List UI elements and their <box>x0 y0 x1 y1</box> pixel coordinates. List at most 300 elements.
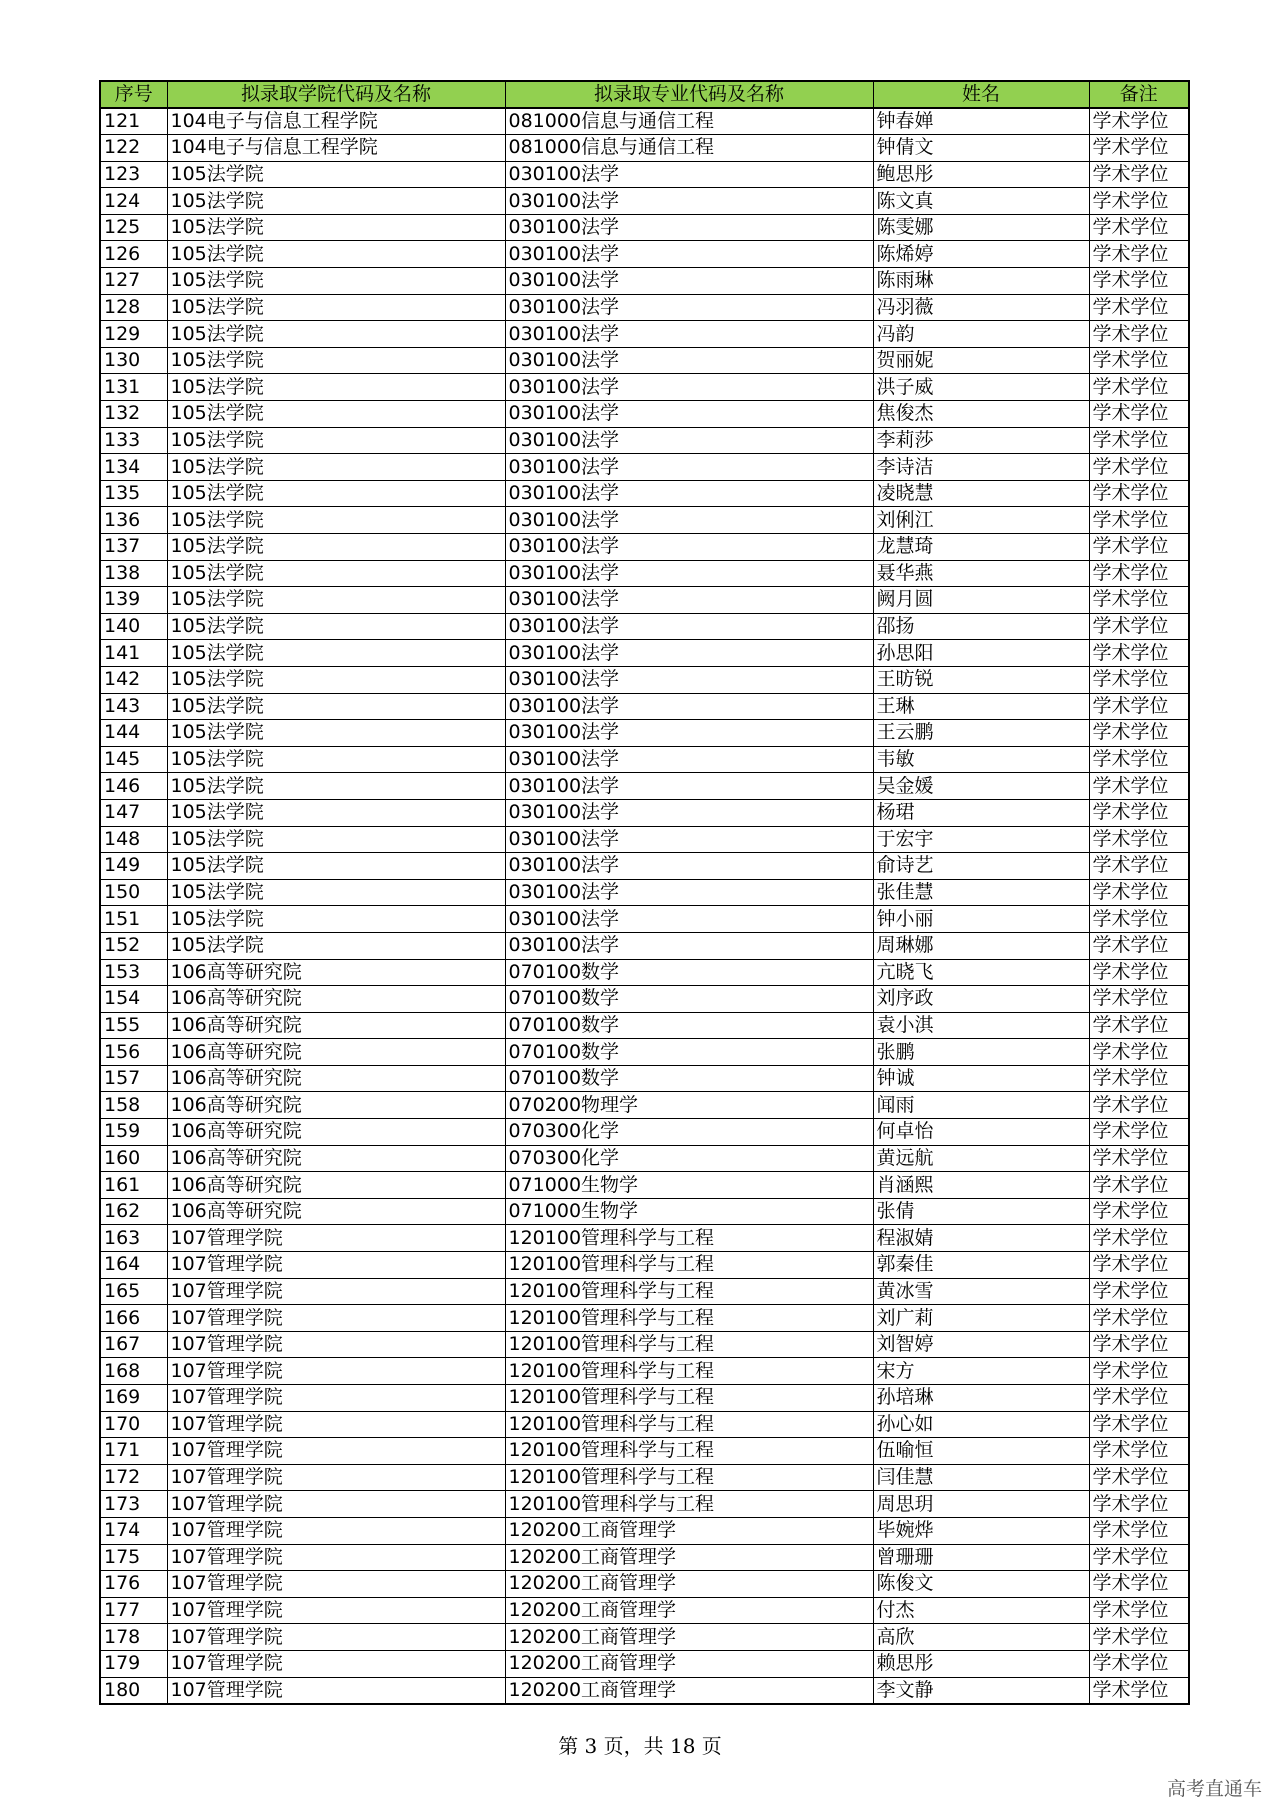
cell-seq: 148 <box>100 826 167 853</box>
cell-major: 030100法学 <box>505 321 873 348</box>
cell-major: 030100法学 <box>505 347 873 374</box>
table-row <box>100 1119 1189 1146</box>
cell-name: 闫佳慧 <box>873 1464 1089 1491</box>
cell-college: 107管理学院 <box>167 1650 505 1677</box>
cell-seq: 122 <box>100 135 167 162</box>
cell-remark: 学术学位 <box>1089 347 1189 374</box>
cell-seq: 152 <box>100 932 167 959</box>
cell-remark: 学术学位 <box>1089 1624 1189 1651</box>
cell-seq: 144 <box>100 720 167 747</box>
cell-seq: 132 <box>100 401 167 428</box>
cell-major: 120100管理科学与工程 <box>505 1331 873 1358</box>
cell-seq: 128 <box>100 294 167 321</box>
cell-remark: 学术学位 <box>1089 1145 1189 1172</box>
cell-seq: 159 <box>100 1119 167 1146</box>
cell-seq: 126 <box>100 241 167 268</box>
cell-name: 闻雨 <box>873 1092 1089 1119</box>
cell-major: 030100法学 <box>505 826 873 853</box>
cell-remark: 学术学位 <box>1089 1358 1189 1385</box>
cell-name: 凌晓慧 <box>873 480 1089 507</box>
cell-name: 钟小丽 <box>873 906 1089 933</box>
cell-major: 070100数学 <box>505 1012 873 1039</box>
cell-remark: 学术学位 <box>1089 666 1189 693</box>
cell-college: 105法学院 <box>167 932 505 959</box>
admission-table <box>99 80 1190 1705</box>
cell-remark: 学术学位 <box>1089 161 1189 188</box>
cell-remark: 学术学位 <box>1089 853 1189 880</box>
cell-major: 081000信息与通信工程 <box>505 108 873 135</box>
cell-seq: 171 <box>100 1438 167 1465</box>
table-row <box>100 135 1189 162</box>
table-row <box>100 666 1189 693</box>
table-row <box>100 1012 1189 1039</box>
cell-college: 105法学院 <box>167 879 505 906</box>
cell-college: 107管理学院 <box>167 1517 505 1544</box>
cell-remark: 学术学位 <box>1089 427 1189 454</box>
cell-major: 120100管理科学与工程 <box>505 1252 873 1279</box>
cell-major: 030100法学 <box>505 799 873 826</box>
cell-college: 105法学院 <box>167 534 505 561</box>
cell-college: 105法学院 <box>167 268 505 295</box>
cell-major: 030100法学 <box>505 640 873 667</box>
table-row <box>100 108 1189 135</box>
cell-college: 107管理学院 <box>167 1411 505 1438</box>
cell-major: 030100法学 <box>505 720 873 747</box>
cell-seq: 133 <box>100 427 167 454</box>
cell-college: 105法学院 <box>167 773 505 800</box>
cell-major: 030100法学 <box>505 480 873 507</box>
cell-remark: 学术学位 <box>1089 1198 1189 1225</box>
cell-seq: 150 <box>100 879 167 906</box>
cell-college: 106高等研究院 <box>167 1039 505 1066</box>
cell-name: 张倩 <box>873 1198 1089 1225</box>
cell-major: 030100法学 <box>505 374 873 401</box>
cell-college: 107管理学院 <box>167 1358 505 1385</box>
cell-seq: 166 <box>100 1305 167 1332</box>
cell-college: 106高等研究院 <box>167 1065 505 1092</box>
cell-college: 107管理学院 <box>167 1624 505 1651</box>
table-row <box>100 268 1189 295</box>
cell-remark: 学术学位 <box>1089 879 1189 906</box>
table-row <box>100 507 1189 534</box>
cell-major: 120100管理科学与工程 <box>505 1385 873 1412</box>
cell-major: 120100管理科学与工程 <box>505 1225 873 1252</box>
cell-name: 贺丽妮 <box>873 347 1089 374</box>
cell-name: 高欣 <box>873 1624 1089 1651</box>
cell-seq: 179 <box>100 1650 167 1677</box>
cell-remark: 学术学位 <box>1089 108 1189 135</box>
cell-college: 106高等研究院 <box>167 1198 505 1225</box>
cell-name: 陈雯娜 <box>873 214 1089 241</box>
cell-college: 107管理学院 <box>167 1305 505 1332</box>
cell-major: 030100法学 <box>505 241 873 268</box>
table-row <box>100 1198 1189 1225</box>
table-row <box>100 1624 1189 1651</box>
cell-remark: 学术学位 <box>1089 454 1189 481</box>
cell-name: 洪子威 <box>873 374 1089 401</box>
cell-remark: 学术学位 <box>1089 1065 1189 1092</box>
table-header-row <box>100 81 1189 108</box>
cell-seq: 140 <box>100 613 167 640</box>
table-row <box>100 613 1189 640</box>
cell-major: 070100数学 <box>505 1039 873 1066</box>
cell-seq: 158 <box>100 1092 167 1119</box>
cell-remark: 学术学位 <box>1089 401 1189 428</box>
cell-name: 周思玥 <box>873 1491 1089 1518</box>
table-row <box>100 1065 1189 1092</box>
table-row <box>100 932 1189 959</box>
table-row <box>100 1464 1189 1491</box>
cell-major: 030100法学 <box>505 188 873 215</box>
cell-name: 冯羽薇 <box>873 294 1089 321</box>
cell-seq: 143 <box>100 693 167 720</box>
table-row <box>100 427 1189 454</box>
cell-remark: 学术学位 <box>1089 613 1189 640</box>
table-row <box>100 693 1189 720</box>
cell-name: 郭秦佳 <box>873 1252 1089 1279</box>
cell-college: 107管理学院 <box>167 1331 505 1358</box>
table-row <box>100 1331 1189 1358</box>
cell-name: 亢晓飞 <box>873 959 1089 986</box>
cell-remark: 学术学位 <box>1089 188 1189 215</box>
cell-name: 韦敏 <box>873 746 1089 773</box>
cell-seq: 180 <box>100 1677 167 1704</box>
table-row <box>100 1650 1189 1677</box>
cell-major: 030100法学 <box>505 853 873 880</box>
cell-seq: 141 <box>100 640 167 667</box>
table-row <box>100 188 1189 215</box>
cell-name: 程淑婧 <box>873 1225 1089 1252</box>
header-major: 拟录取专业代码及名称 <box>505 81 873 108</box>
cell-seq: 134 <box>100 454 167 481</box>
cell-college: 105法学院 <box>167 613 505 640</box>
header-college: 拟录取学院代码及名称 <box>167 81 505 108</box>
cell-college: 105法学院 <box>167 161 505 188</box>
cell-college: 105法学院 <box>167 507 505 534</box>
cell-major: 070100数学 <box>505 1065 873 1092</box>
cell-college: 105法学院 <box>167 693 505 720</box>
cell-college: 107管理学院 <box>167 1464 505 1491</box>
cell-remark: 学术学位 <box>1089 1597 1189 1624</box>
cell-name: 陈烯婷 <box>873 241 1089 268</box>
cell-seq: 178 <box>100 1624 167 1651</box>
table-row <box>100 347 1189 374</box>
cell-college: 107管理学院 <box>167 1385 505 1412</box>
cell-remark: 学术学位 <box>1089 560 1189 587</box>
cell-college: 105法学院 <box>167 454 505 481</box>
cell-major: 120200工商管理学 <box>505 1677 873 1704</box>
cell-remark: 学术学位 <box>1089 1411 1189 1438</box>
cell-college: 105法学院 <box>167 799 505 826</box>
cell-seq: 155 <box>100 1012 167 1039</box>
table-row <box>100 1491 1189 1518</box>
table-row <box>100 986 1189 1013</box>
cell-seq: 135 <box>100 480 167 507</box>
cell-remark: 学术学位 <box>1089 1278 1189 1305</box>
table-row <box>100 1278 1189 1305</box>
header-seq: 序号 <box>100 81 167 108</box>
cell-major: 120200工商管理学 <box>505 1597 873 1624</box>
cell-major: 081000信息与通信工程 <box>505 135 873 162</box>
table-row <box>100 480 1189 507</box>
table-row <box>100 1544 1189 1571</box>
cell-college: 106高等研究院 <box>167 959 505 986</box>
cell-name: 阙月圆 <box>873 587 1089 614</box>
cell-remark: 学术学位 <box>1089 534 1189 561</box>
cell-remark: 学术学位 <box>1089 1012 1189 1039</box>
cell-seq: 127 <box>100 268 167 295</box>
cell-name: 钟诚 <box>873 1065 1089 1092</box>
cell-name: 周琳娜 <box>873 932 1089 959</box>
table-row <box>100 1385 1189 1412</box>
cell-major: 120100管理科学与工程 <box>505 1491 873 1518</box>
cell-seq: 163 <box>100 1225 167 1252</box>
cell-college: 105法学院 <box>167 480 505 507</box>
cell-seq: 161 <box>100 1172 167 1199</box>
cell-college: 105法学院 <box>167 640 505 667</box>
page-number: 第 3 页，共 18 页 <box>558 1734 722 1758</box>
cell-name: 刘广莉 <box>873 1305 1089 1332</box>
cell-college: 106高等研究院 <box>167 1145 505 1172</box>
cell-major: 030100法学 <box>505 534 873 561</box>
cell-remark: 学术学位 <box>1089 1172 1189 1199</box>
cell-remark: 学术学位 <box>1089 1517 1189 1544</box>
cell-seq: 147 <box>100 799 167 826</box>
cell-major: 070300化学 <box>505 1145 873 1172</box>
cell-name: 于宏宇 <box>873 826 1089 853</box>
cell-major: 030100法学 <box>505 587 873 614</box>
cell-college: 107管理学院 <box>167 1491 505 1518</box>
cell-name: 赖思彤 <box>873 1650 1089 1677</box>
table-row <box>100 587 1189 614</box>
cell-seq: 136 <box>100 507 167 534</box>
cell-major: 120100管理科学与工程 <box>505 1411 873 1438</box>
table-row <box>100 1571 1189 1598</box>
cell-major: 120200工商管理学 <box>505 1650 873 1677</box>
cell-remark: 学术学位 <box>1089 1677 1189 1704</box>
cell-remark: 学术学位 <box>1089 986 1189 1013</box>
cell-major: 030100法学 <box>505 454 873 481</box>
cell-major: 030100法学 <box>505 268 873 295</box>
cell-major: 120100管理科学与工程 <box>505 1438 873 1465</box>
cell-college: 107管理学院 <box>167 1438 505 1465</box>
cell-seq: 137 <box>100 534 167 561</box>
cell-seq: 160 <box>100 1145 167 1172</box>
cell-remark: 学术学位 <box>1089 932 1189 959</box>
cell-seq: 172 <box>100 1464 167 1491</box>
table-row <box>100 1039 1189 1066</box>
table-row <box>100 214 1189 241</box>
cell-major: 030100法学 <box>505 666 873 693</box>
table-row <box>100 1597 1189 1624</box>
cell-college: 105法学院 <box>167 560 505 587</box>
table-row <box>100 959 1189 986</box>
cell-seq: 138 <box>100 560 167 587</box>
cell-seq: 142 <box>100 666 167 693</box>
cell-major: 120100管理科学与工程 <box>505 1305 873 1332</box>
cell-college: 105法学院 <box>167 853 505 880</box>
cell-seq: 131 <box>100 374 167 401</box>
cell-name: 陈俊文 <box>873 1571 1089 1598</box>
cell-major: 030100法学 <box>505 693 873 720</box>
cell-name: 肖涵熙 <box>873 1172 1089 1199</box>
cell-college: 107管理学院 <box>167 1278 505 1305</box>
table-row <box>100 1305 1189 1332</box>
cell-college: 105法学院 <box>167 347 505 374</box>
cell-remark: 学术学位 <box>1089 906 1189 933</box>
table-row <box>100 799 1189 826</box>
table-row <box>100 1517 1189 1544</box>
cell-major: 070300化学 <box>505 1119 873 1146</box>
watermark-text: 高考直通车 <box>1166 1778 1262 1800</box>
cell-remark: 学术学位 <box>1089 214 1189 241</box>
cell-seq: 176 <box>100 1571 167 1598</box>
cell-remark: 学术学位 <box>1089 746 1189 773</box>
cell-name: 李诗洁 <box>873 454 1089 481</box>
cell-remark: 学术学位 <box>1089 1464 1189 1491</box>
cell-major: 120100管理科学与工程 <box>505 1358 873 1385</box>
cell-name: 毕婉烨 <box>873 1517 1089 1544</box>
cell-major: 030100法学 <box>505 560 873 587</box>
cell-seq: 151 <box>100 906 167 933</box>
cell-major: 070200物理学 <box>505 1092 873 1119</box>
cell-college: 106高等研究院 <box>167 1012 505 1039</box>
cell-seq: 177 <box>100 1597 167 1624</box>
cell-remark: 学术学位 <box>1089 799 1189 826</box>
cell-major: 030100法学 <box>505 746 873 773</box>
table-row <box>100 374 1189 401</box>
cell-college: 105法学院 <box>167 401 505 428</box>
cell-seq: 168 <box>100 1358 167 1385</box>
cell-name: 焦俊杰 <box>873 401 1089 428</box>
cell-major: 030100法学 <box>505 932 873 959</box>
cell-name: 吴金媛 <box>873 773 1089 800</box>
cell-name: 孙培琳 <box>873 1385 1089 1412</box>
table-row <box>100 879 1189 906</box>
cell-major: 120100管理科学与工程 <box>505 1278 873 1305</box>
cell-college: 105法学院 <box>167 906 505 933</box>
cell-seq: 167 <box>100 1331 167 1358</box>
table-row <box>100 534 1189 561</box>
cell-college: 107管理学院 <box>167 1225 505 1252</box>
cell-name: 孙思阳 <box>873 640 1089 667</box>
cell-seq: 165 <box>100 1278 167 1305</box>
table-row <box>100 640 1189 667</box>
cell-name: 杨珺 <box>873 799 1089 826</box>
cell-seq: 139 <box>100 587 167 614</box>
cell-major: 030100法学 <box>505 214 873 241</box>
cell-major: 071000生物学 <box>505 1198 873 1225</box>
cell-seq: 153 <box>100 959 167 986</box>
cell-remark: 学术学位 <box>1089 1225 1189 1252</box>
cell-remark: 学术学位 <box>1089 1491 1189 1518</box>
cell-name: 陈雨琳 <box>873 268 1089 295</box>
cell-name: 刘俐江 <box>873 507 1089 534</box>
table-row <box>100 1677 1189 1704</box>
cell-remark: 学术学位 <box>1089 826 1189 853</box>
cell-remark: 学术学位 <box>1089 693 1189 720</box>
cell-name: 钟倩文 <box>873 135 1089 162</box>
cell-name: 付杰 <box>873 1597 1089 1624</box>
cell-remark: 学术学位 <box>1089 1438 1189 1465</box>
cell-name: 钟春婵 <box>873 108 1089 135</box>
cell-remark: 学术学位 <box>1089 1252 1189 1279</box>
table-row <box>100 746 1189 773</box>
cell-seq: 146 <box>100 773 167 800</box>
cell-seq: 156 <box>100 1039 167 1066</box>
cell-name: 曾珊珊 <box>873 1544 1089 1571</box>
cell-seq: 124 <box>100 188 167 215</box>
cell-seq: 162 <box>100 1198 167 1225</box>
table-row <box>100 560 1189 587</box>
cell-remark: 学术学位 <box>1089 1305 1189 1332</box>
cell-remark: 学术学位 <box>1089 294 1189 321</box>
cell-name: 张鹏 <box>873 1039 1089 1066</box>
cell-remark: 学术学位 <box>1089 241 1189 268</box>
cell-college: 106高等研究院 <box>167 1119 505 1146</box>
table-body <box>100 108 1189 1704</box>
table-row <box>100 1358 1189 1385</box>
cell-remark: 学术学位 <box>1089 374 1189 401</box>
cell-major: 030100法学 <box>505 773 873 800</box>
cell-seq: 170 <box>100 1411 167 1438</box>
cell-college: 107管理学院 <box>167 1252 505 1279</box>
cell-remark: 学术学位 <box>1089 321 1189 348</box>
cell-remark: 学术学位 <box>1089 507 1189 534</box>
cell-college: 107管理学院 <box>167 1677 505 1704</box>
cell-name: 黄远航 <box>873 1145 1089 1172</box>
cell-remark: 学术学位 <box>1089 1119 1189 1146</box>
cell-remark: 学术学位 <box>1089 773 1189 800</box>
cell-name: 袁小淇 <box>873 1012 1089 1039</box>
table-row <box>100 1172 1189 1199</box>
cell-seq: 149 <box>100 853 167 880</box>
cell-seq: 173 <box>100 1491 167 1518</box>
cell-remark: 学术学位 <box>1089 959 1189 986</box>
table-row <box>100 321 1189 348</box>
cell-name: 孙心如 <box>873 1411 1089 1438</box>
cell-major: 030100法学 <box>505 507 873 534</box>
cell-seq: 157 <box>100 1065 167 1092</box>
cell-remark: 学术学位 <box>1089 1092 1189 1119</box>
cell-major: 120200工商管理学 <box>505 1624 873 1651</box>
table-row <box>100 1225 1189 1252</box>
table-row <box>100 241 1189 268</box>
cell-name: 李莉莎 <box>873 427 1089 454</box>
cell-college: 107管理学院 <box>167 1571 505 1598</box>
cell-college: 107管理学院 <box>167 1544 505 1571</box>
cell-remark: 学术学位 <box>1089 640 1189 667</box>
table-row <box>100 853 1189 880</box>
cell-college: 105法学院 <box>167 294 505 321</box>
cell-name: 张佳慧 <box>873 879 1089 906</box>
cell-name: 宋方 <box>873 1358 1089 1385</box>
cell-college: 105法学院 <box>167 374 505 401</box>
cell-seq: 174 <box>100 1517 167 1544</box>
table-row <box>100 161 1189 188</box>
cell-seq: 129 <box>100 321 167 348</box>
cell-seq: 145 <box>100 746 167 773</box>
cell-name: 俞诗艺 <box>873 853 1089 880</box>
cell-major: 030100法学 <box>505 879 873 906</box>
cell-name: 鲍思彤 <box>873 161 1089 188</box>
cell-major: 120200工商管理学 <box>505 1544 873 1571</box>
cell-college: 104电子与信息工程学院 <box>167 108 505 135</box>
cell-remark: 学术学位 <box>1089 268 1189 295</box>
table-row <box>100 773 1189 800</box>
cell-seq: 169 <box>100 1385 167 1412</box>
cell-college: 105法学院 <box>167 214 505 241</box>
